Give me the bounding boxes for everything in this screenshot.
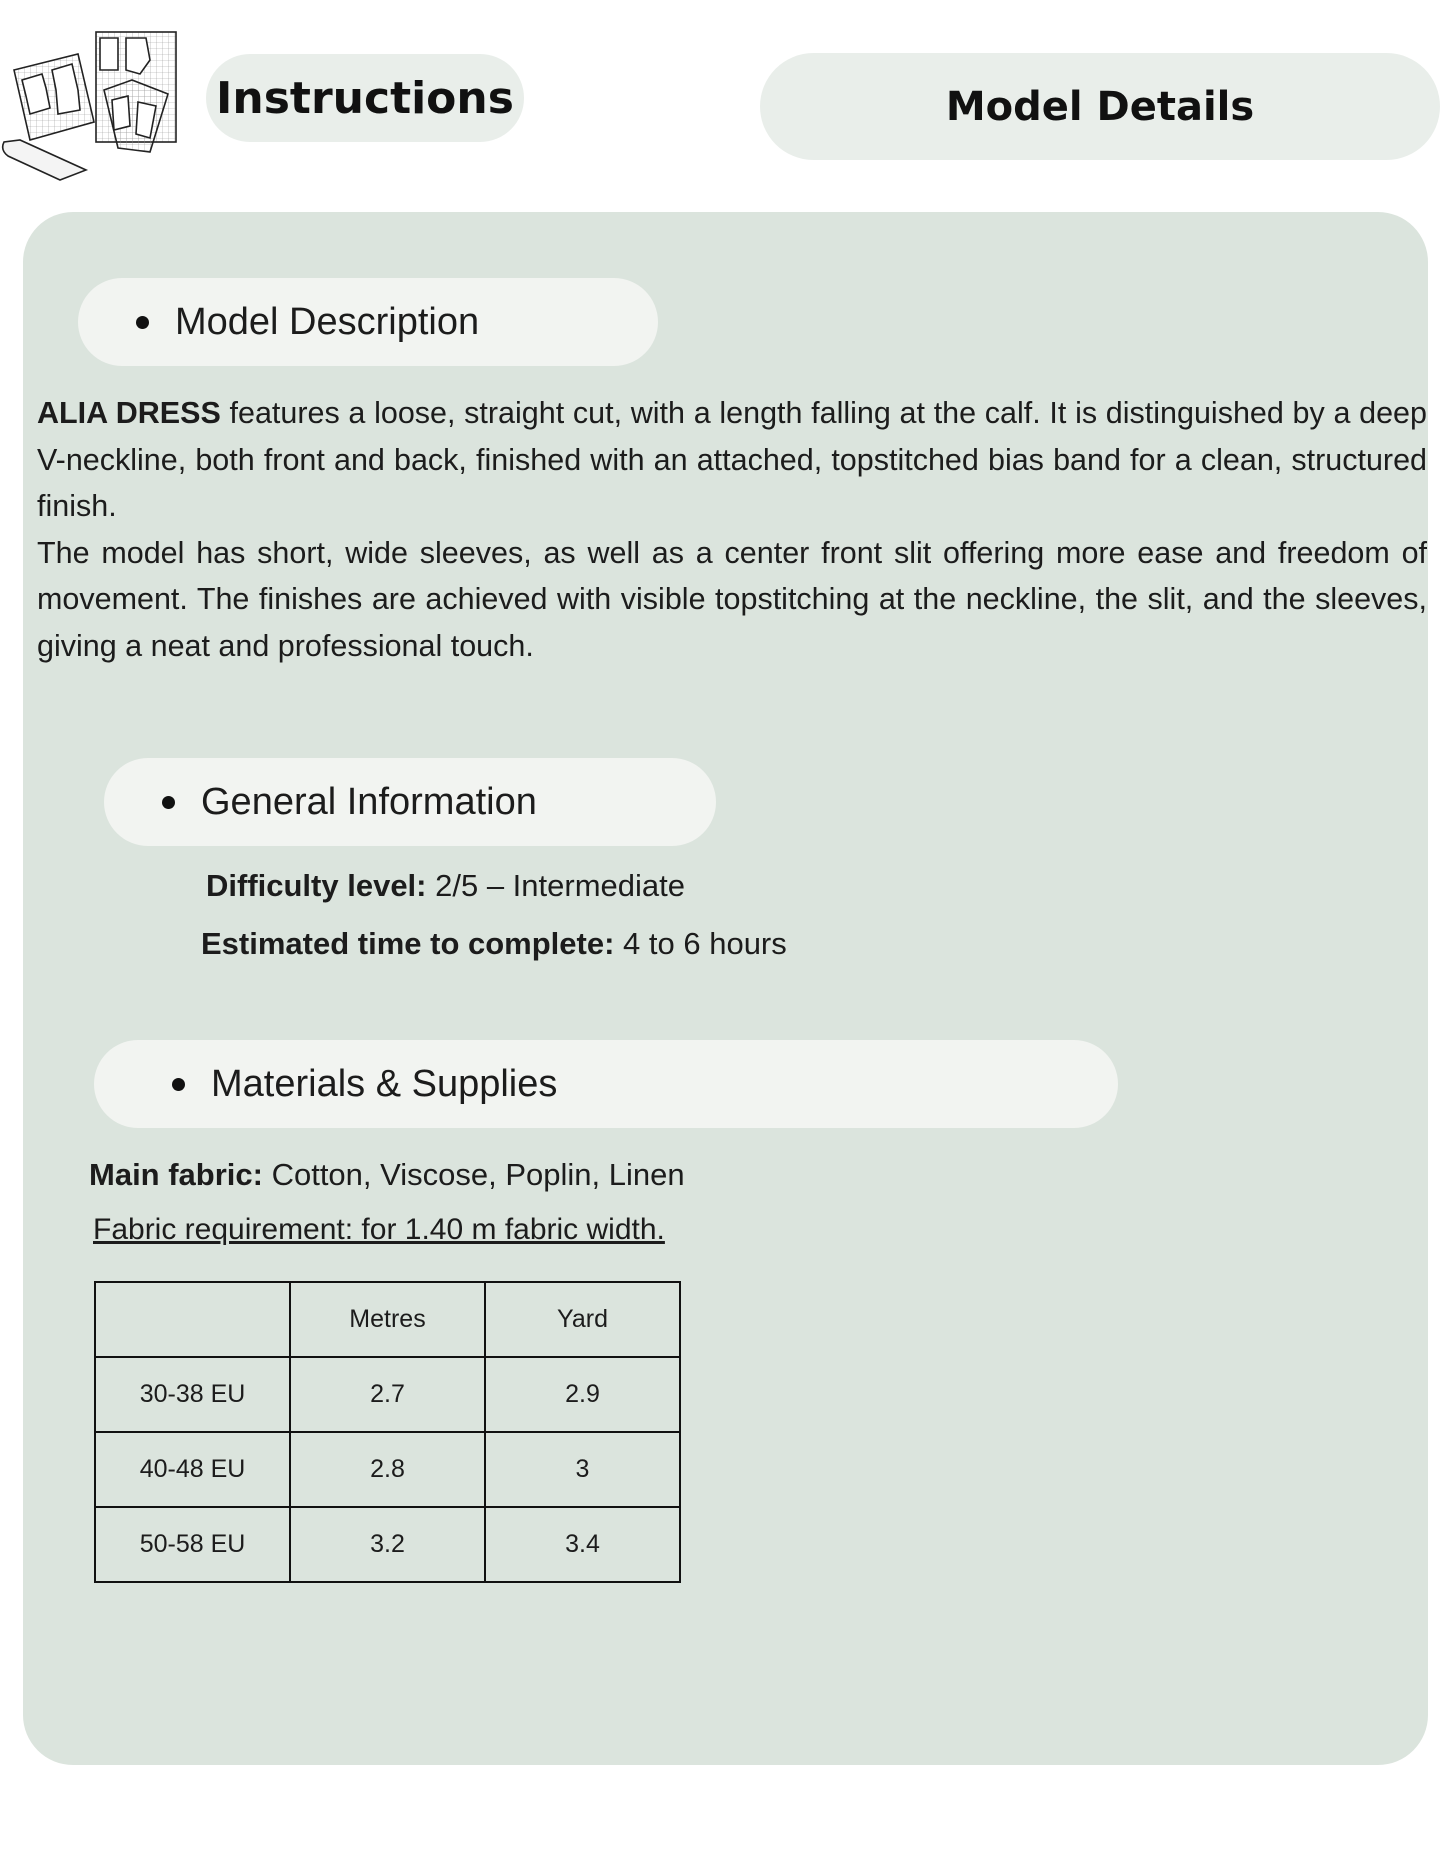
fabric-requirement-table xyxy=(94,1281,681,1583)
yard-cell: 2.9 xyxy=(485,1357,680,1432)
model-details-label: Model Details xyxy=(945,83,1255,130)
size-cell: 30-38 EU xyxy=(95,1357,290,1432)
estimated-time: Estimated time to complete: 4 to 6 hours xyxy=(201,926,787,961)
bullet-icon xyxy=(162,796,175,809)
section-title: General Information xyxy=(201,780,537,823)
section-title: Materials & Supplies xyxy=(211,1062,558,1105)
table-row xyxy=(95,1357,680,1432)
metres-cell: 3.2 xyxy=(290,1507,485,1582)
model-name: ALIA DRESS xyxy=(37,396,221,430)
table-header-cell: Yard xyxy=(485,1282,680,1357)
yard-cell: 3 xyxy=(485,1432,680,1507)
section-header-materials xyxy=(94,1040,1118,1128)
size-cell: 40-48 EU xyxy=(95,1432,290,1507)
table-row xyxy=(95,1507,680,1582)
bullet-icon xyxy=(172,1078,185,1091)
description-paragraph: The model has short, wide sleeves, as well as a center front slit offering more ease and freedom of movement. The finishes are achieved with visible topstitching at the neckline, the slit, and the sleeves, giving a neat and professional touch. xyxy=(37,535,1427,663)
difficulty-level: Difficulty level: 2/5 – Intermediate xyxy=(206,868,685,903)
sewing-pattern-icon xyxy=(0,30,182,185)
metres-cell: 2.7 xyxy=(290,1357,485,1432)
table-header-row xyxy=(95,1282,680,1357)
main-fabric: Main fabric: Cotton, Viscose, Poplin, Linen xyxy=(89,1157,685,1192)
yard-cell: 3.4 xyxy=(485,1507,680,1582)
model-details-tab xyxy=(760,53,1440,160)
instructions-label: Instructions xyxy=(216,72,514,124)
table-header-cell: Metres xyxy=(290,1282,485,1357)
size-cell: 50-58 EU xyxy=(95,1507,290,1582)
fabric-requirement: Fabric requirement: for 1.40 m fabric width. xyxy=(93,1213,665,1246)
metres-cell: 2.8 xyxy=(290,1432,485,1507)
bullet-icon xyxy=(136,316,149,329)
section-header-general-information xyxy=(104,758,716,846)
table-row xyxy=(95,1432,680,1507)
description-paragraph: ALIA DRESS features a loose, straight cut, with a length falling at the calf. It is distinguished by a deep V-neckline, both front and back, finished with an attached, topstitched bias band for a clean, structured finish. xyxy=(37,396,1427,523)
table-header-cell xyxy=(95,1282,290,1357)
section-title: Model Description xyxy=(175,300,480,343)
section-header-model-description xyxy=(78,278,658,366)
model-description-text xyxy=(37,390,1427,669)
instructions-tab xyxy=(206,54,524,142)
